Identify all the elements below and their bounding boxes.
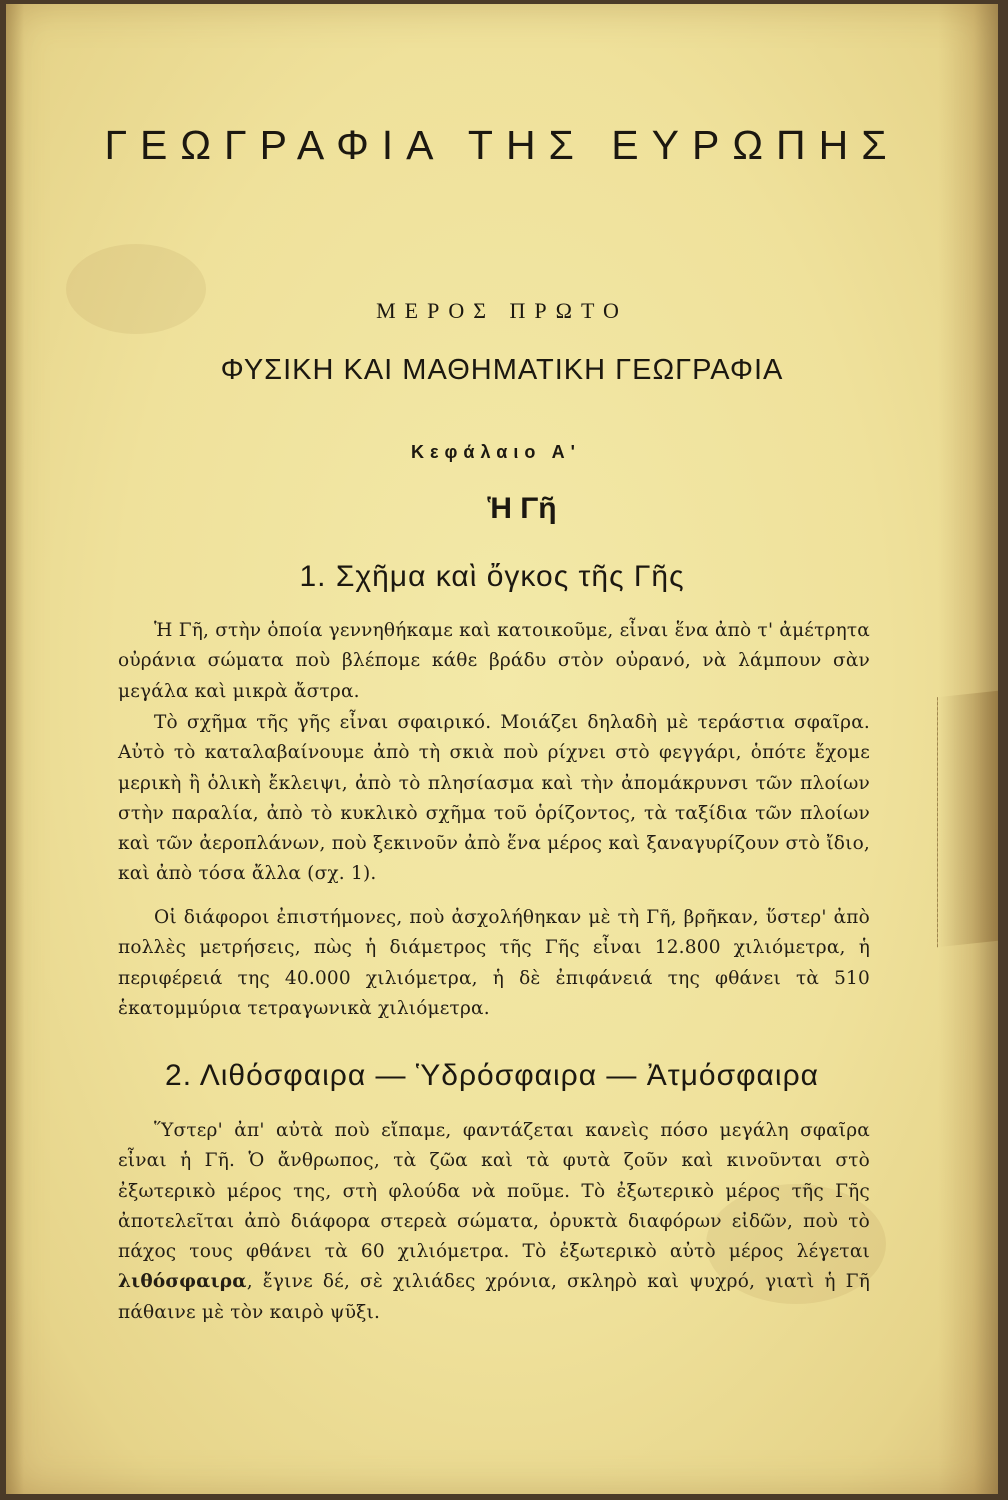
section-heading: 1. Σχῆμα καὶ ὄγκος τῆς Γῆς bbox=[299, 560, 685, 593]
page-left-shadow bbox=[6, 4, 24, 1494]
page-torn-edge bbox=[937, 691, 998, 947]
book-page bbox=[6, 4, 998, 1494]
part-subtitle: ΦΥΣΙΚΗ ΚΑΙ ΜΑΘΗΜΑΤΙΚΗ ΓΕΩΓΡΑΦΙΑ bbox=[220, 354, 784, 386]
paragraph bbox=[118, 1116, 870, 1328]
paragraph-text: , ἔγινε δέ, σὲ χιλιάδες χρόνια, σκληρὸ καὶ ψυχρό, γιατὶ ἡ Γῆ πάθαινε μὲ τὸν καιρὸ ψῦξι. bbox=[118, 1271, 870, 1323]
paragraph: Ἡ Γῆ, στὴν ὁποία γεννηθήκαμε καὶ κατοικοῦμε, εἶναι ἕνα ἀπὸ τ' ἀμέτρητα οὐράνια σώματα ποὺ βλέπομε κάθε βράδυ στὸν οὐρανό, νὰ λάμπουν σὰν μεγάλα καὶ μικρὰ ἄστρα. bbox=[118, 620, 870, 702]
paragraph: Τὸ σχῆμα τῆς γῆς εἶναι σφαιρικό. Μοιάζει δηλαδὴ μὲ τεράστια σφαῖρα. Αὐτὸ τὸ καταλαβαίνουμε ἀπὸ τὴ σκιὰ ποὺ ρίχνει στὸ φεγγάρι, ὁπότε ἔχομε μερικὴ ἢ ὁλικὴ ἔκλειψι, ἀπὸ τὸ πλησίασμα καὶ τὴν ἀπομάκρυνσι τῶν πλοίων στὴν παραλία, ἀπὸ τὸ κυκλικὸ σχῆμα τοῦ ὁρίζοντος, τὰ ταξίδια τῶν πλοίων καὶ τῶν ἀεροπλάνων, ποὺ ξεκινοῦν ἀπὸ ἕνα μέρος καὶ ξαναγυρίζουν στὸ ἴδιο, καὶ ἀπὸ τόσα ἄλλα (σχ. 1). bbox=[118, 712, 870, 885]
paragraph: Οἱ διάφοροι ἐπιστήμονες, ποὺ ἀσχολήθηκαν μὲ τὴ Γῆ, βρῆκαν, ὕστερ' ἀπὸ πολλὲς μετρήσεις, πὼς ἡ διάμετρος τῆς Γῆς εἶναι 12.800 χιλιόμετρα, ἡ περιφέρειά της 40.000 χιλιόμετρα, ἡ δὲ ἐπιφάνειά της φθάνει τὰ 510 ἑκατομμύρια τετραγωνικὰ χιλιόμετρα. bbox=[118, 907, 870, 1019]
chapter-heading: Ἡ Γῆ bbox=[487, 492, 557, 525]
document-title: ΓΕΩΓΡΑΦΙΑ ΤΗΣ ΕΥΡΩΠΗΣ bbox=[104, 122, 900, 168]
bold-term: λιθόσφαιρα bbox=[118, 1271, 247, 1293]
paragraph-text: Ὕστερ' ἀπ' αὐτὰ ποὺ εἴπαμε, φαντάζεται κανεὶς πόσο μεγάλη σφαῖρα εἶναι ἡ Γῆ. Ὁ ἄνθρωπος, τὰ ζῶα καὶ τὰ φυτὰ ζοῦν καὶ κινοῦνται στὸ ἐξωτερικὸ μέρος της, στὴ φλούδα νὰ ποῦμε. Τὸ ἐξωτερικὸ μέρος τῆς Γῆς ἀποτελεῖται ἀπὸ διάφορα στερεὰ σώματα, ὀρυκτὰ διαφόρων εἰδῶν, ποὺ τὸ πάχος τους φθάνει τὰ 60 χιλιόμετρα. Τὸ ἐξωτερικὸ αὐτὸ μέρος λέγεται bbox=[118, 1120, 870, 1263]
part-label: ΜΕΡΟΣ ΠΡΩΤΟ bbox=[376, 298, 628, 323]
chapter-label: Κεφάλαιο Α' bbox=[411, 442, 581, 462]
section-heading: 2. Λιθόσφαιρα — Ὑδρόσφαιρα — Ἀτμόσφαιρα bbox=[165, 1059, 819, 1092]
